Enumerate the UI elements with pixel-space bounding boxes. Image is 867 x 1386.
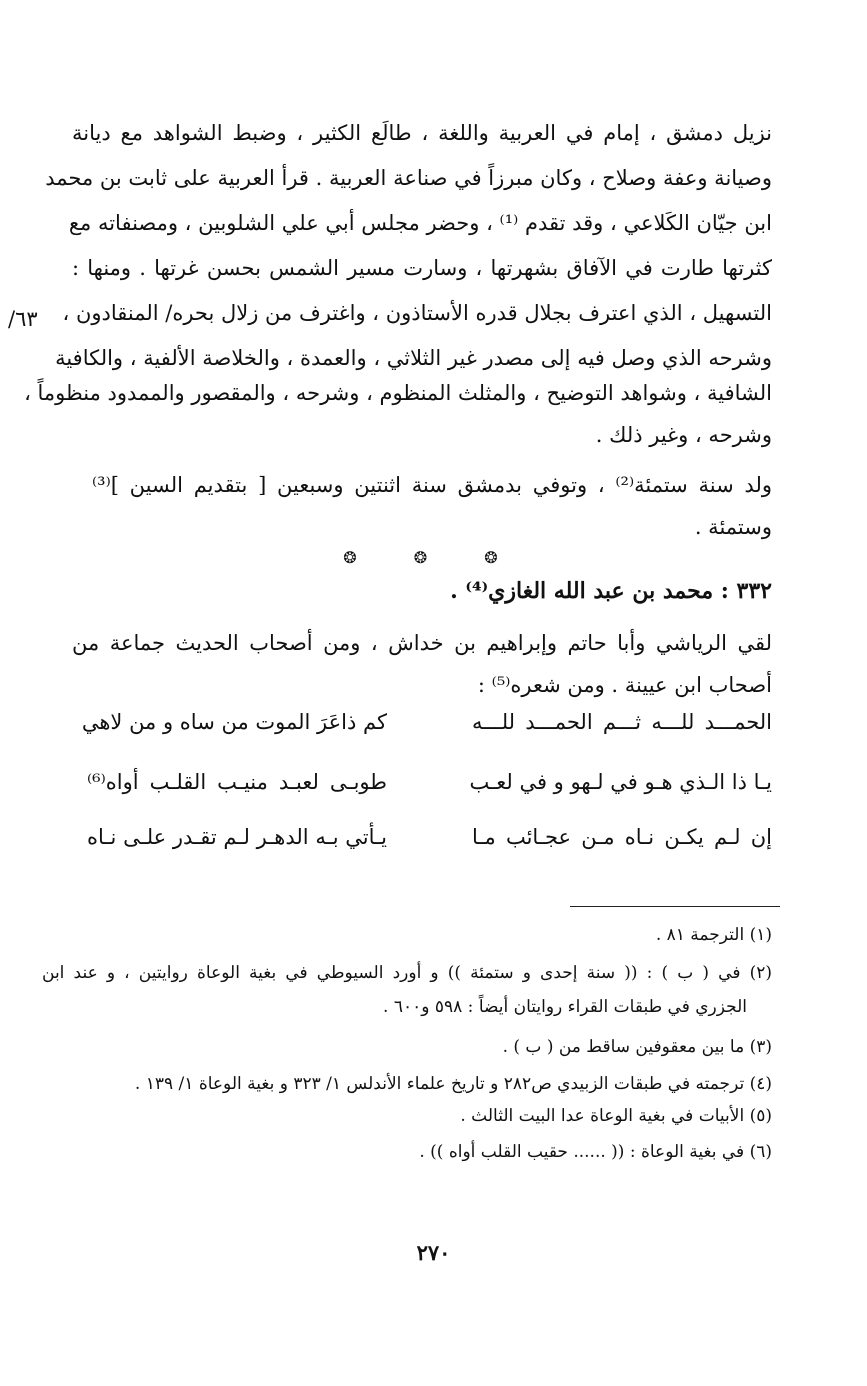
body-line: التسهيل ، الذي اعترف بجلال قدره الأستاذون ، واغترف من زلال بحره/ المنقادون ، xyxy=(62,301,772,325)
body-line: كثرتها طارت في الآفاق بشهرتها ، وسارت مسير الشمس بحسن غرتها . ومنها : xyxy=(72,256,772,280)
footnote: (٦) في بغية الوعاة : (( ...... حقيب القلب أواه )) . xyxy=(419,1142,772,1162)
footnote: (٤) ترجمته في طبقات الزبيدي ص٢٨٢ و تاريخ علماء الأندلس ١/ ٣٢٣ و بغية الوعاة ١/ ١٣٩ . xyxy=(134,1074,772,1094)
body-line: وصيانة وعفة وصلاح ، وكان مبرزاً في صناعة العربية . قرأ العربية على ثابت بن محمد xyxy=(45,166,772,190)
margin-page-reference: ٦٣/ xyxy=(8,307,38,331)
footnote: (٣) ما بين معقوفين ساقط من ( ب ) . xyxy=(502,1037,772,1057)
footnote-continuation: الجزري في طبقات القراء روايتان أيضاً : ٥٩٨ و٦٠٠ . xyxy=(383,997,747,1017)
body-line: نزيل دمشق ، إمام في العربية واللغة ، طالَع الكثير ، وضبط الشواهد مع ديانة xyxy=(72,121,772,145)
body-line: وشرحه الذي وصل فيه إلى مصدر غير الثلاثي ، والعمدة ، والخلاصة الألفية ، والكافية xyxy=(55,346,772,370)
entry-line: لقي الرياشي وأبا حاتم وإبراهيم بن خداش ، ومن أصحاب الحديث جماعة من xyxy=(72,631,772,655)
body-line: ابن جيّان الكَلاعي ، وقد تقدم ⁽¹⁾ ، وحضر مجلس أبي علي الشلوبين ، ومصنفاته مع xyxy=(68,211,772,235)
verse-first-hemistich: يـا ذا الـذي هـو في لـهو و في لعـب xyxy=(469,770,772,794)
verse-first-hemistich: إن لـم يكـن نـاه مـن عجـائب مـا xyxy=(472,825,772,849)
verse-second-hemistich: يـأتي بـه الدهـر لـم تقـدر علـى نـاه xyxy=(87,825,387,849)
body-line: الشافية ، وشواهد التوضيح ، والمثلث المنظوم ، وشرحه ، والمقصور والممدود منظوماً ، xyxy=(24,381,772,405)
page-number: ٢٧٠ xyxy=(416,1240,451,1265)
footnote: (٥) الأبيات في بغية الوعاة عدا البيت الثالث . xyxy=(460,1106,772,1126)
footnote-separator xyxy=(570,906,780,907)
footnote: (١) الترجمة ٨١ . xyxy=(655,925,772,945)
body-line: وشرحه ، وغير ذلك . xyxy=(595,423,772,447)
entry-heading: ٣٣٢ : محمد بن عبد الله الغازي⁽⁴⁾ . xyxy=(450,578,772,604)
verse-first-hemistich: الحمـــد للـــه ثـــم الحمـــد للـــه xyxy=(472,710,772,734)
verse-second-hemistich: طوبـى لعبـد منيـب القلـب أواه⁽⁶⁾ xyxy=(87,770,387,794)
body-line: ولد سنة ستمئة⁽²⁾ ، وتوفي بدمشق سنة اثنتين وسبعين [ بتقديم السين ]⁽³⁾ xyxy=(92,473,772,497)
footnote: (٢) في ( ب ) : (( سنة إحدى و ستمئة )) و أورد السيوطي في بغية الوعاة روايتين ، و عند ابن xyxy=(42,963,772,983)
verse-second-hemistich: كم ذاعَرَ الموت من ساه و من لاهي xyxy=(81,710,387,734)
body-line: وستمئة . xyxy=(694,515,772,539)
entry-line: أصحاب ابن عيينة . ومن شعره⁽⁵⁾ : xyxy=(477,673,772,697)
section-separator: ❂ ❂ ❂ xyxy=(343,548,524,567)
